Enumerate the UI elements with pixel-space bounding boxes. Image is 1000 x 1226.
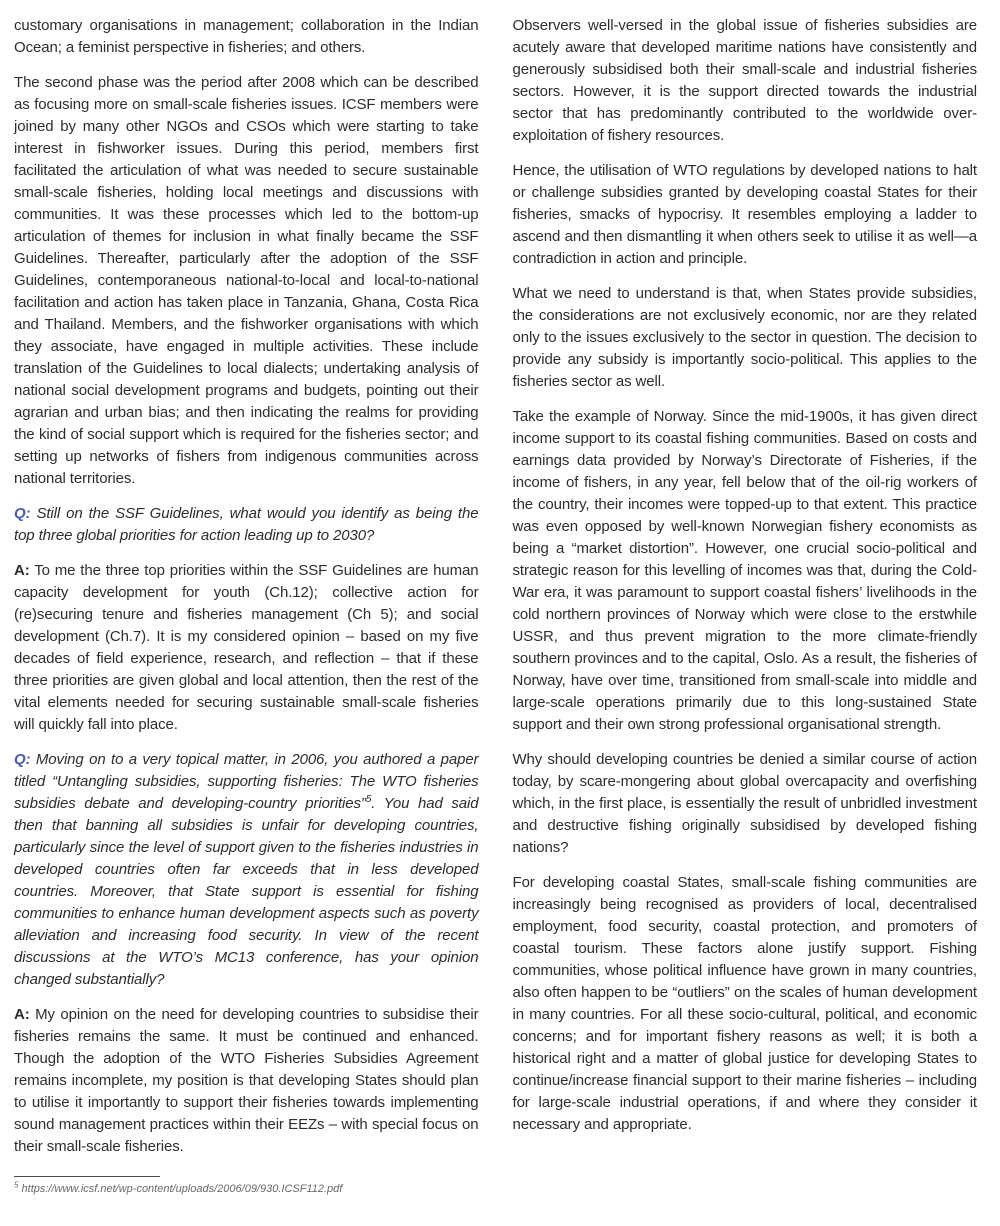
question-label: Q:: [14, 505, 31, 522]
question-label: Q:: [14, 751, 31, 768]
question-ssf-priorities: [14, 503, 479, 547]
body-paragraph-socio-political: What we need to understand is that, when States provide subsidies, the considerations are not exclusively economic, nor are they related only to the issues exclusively to the sector in question. The decision to provide any subsidy is importantly socio-political. This applies to the fisheries sector as well.: [512, 285, 977, 390]
two-column-layout: [14, 15, 977, 1196]
body-paragraph-coastal-states: For developing coastal States, small-scale fishing communities are increasingly being recognised as providers of local, decentralised employment, food security, coastal protection, and promoters of coastal tourism. These factors alone justify support. Fishing communities, whose political influence have grown in many countries, also often happen to be “outliers” on the scales of human development in many countries. For all these socio-cultural, political, and economic concerns; and for important fishery reasons as well; it is both a historical right and a matter of global justice for developing States to continue/increase financial support to their marine fisheries – including for large-scale industrial operations, if and where they consider it necessary and appropriate.: [512, 874, 977, 1133]
question-text-part2: . You had said then that banning all subsidies is unfair for developing countries, particularly since the level of support given to the fisheries industries in developed countries often far exceeds that in less developed countries. Moreover, that State support is essential for fishing communities to enhance human development aspects such as poverty alleviation and increasing food security. In view of the recent discussions at the WTO’s MC13 conference, has your opinion changed substantially?: [14, 795, 479, 988]
body-paragraph-norway-example: Take the example of Norway. Since the mid-1900s, it has given direct income support to its coastal fishing communities. Based on costs and earnings data provided by Norway’s Directorate of Fisheries, if the income of fishers, in any year, fell below that of the oil-rig workers of the country, their incomes were topped-up to that extent. This practice was even opposed by well-known Norwegian fishery economists as being a “market distortion”. However, one crucial socio-political and strategic reason for this levelling of incomes was that, during the Cold-War era, it was paramount to support coastal fishers’ livelihoods in the cold northern provinces of Norway which were close to the erstwhile USSR, and thus prevent migration to the more climate-friendly southern provinces and to the capital, Oslo. As a result, the fisheries of Norway, have over time, transitioned from small-scale into middle and large-scale operations primarily due to this long-sustained State support and their own strong professional organisational strength.: [512, 408, 977, 733]
footnote: [14, 1176, 479, 1196]
body-paragraph-developing-countries: Why should developing countries be denied a similar course of action today, by scare-mongering about global overcapacity and overfishing which, in the first place, is essentially the result of unbridled investment and destructive fishing originally subsidised by developed fishing nations?: [512, 751, 977, 856]
body-paragraph-second-phase: The second phase was the period after 2008 which can be described as focusing more on small-scale fisheries issues. ICSF members were joined by many other NGOs and CSOs which were starting to take interest in fishworker issues. During this period, members first facilitated the articulation of what was needed to secure sustainable small-scale fisheries, holding local meetings and discussions with communities. It was these processes which led to the bottom-up articulation of themes for inclusion in what finally became the SSF Guidelines. Thereafter, particularly after the adoption of the SSF Guidelines, contemporaneous national-to-local and local-to-national facilitation and action has taken place in Tanzania, Ghana, Costa Rica and Thailand. Members, and the fishworker organisations with which they associate, have engaged in multiple activities. These include translation of the Guidelines to local dialects; undertaking analysis of national social development programs and budgets, pointing out their agrarian and urban bias; and then indicating the realms for providing the kind of social support which is required for the fisheries sector; and setting up networks of fishers from indigenous communities across national territories.: [14, 74, 479, 487]
continued-paragraph: customary organisations in management; collaboration in the Indian Ocean; a feminist perspective in fisheries; and others.: [14, 17, 479, 56]
body-paragraph-hypocrisy: Hence, the utilisation of WTO regulations by developed nations to halt or challenge subsidies granted by developing coastal States for their fisheries, smacks of hypocrisy. It resembles employing a ladder to ascend and then dismantling it when others seek to utilise it as well—a contradiction in action and principle.: [512, 162, 977, 267]
answer-text: My opinion on the need for developing countries to subsidise their fisheries remains the same. It must be continued and enhanced. Though the adoption of the WTO Fisheries Subsidies Agreement remains incomplete, my position is that developing States should plan to utilise it importantly to support their fisheries towards implementing sound management practices within their EEZs – with special focus on their small-scale fisheries.: [14, 1006, 479, 1155]
answer-text: To me the three top priorities within the SSF Guidelines are human capacity development for youth (Ch.12); collective action for (re)securing tenure and fisheries management (Ch 5); and social development (Ch.7). It is my considered opinion – based on my five decades of field experience, research, and reflection – that if these three priorities are given global and local attention, then the rest of the vital elements needed for securing sustainable small-scale fisheries will quickly fall into place.: [14, 562, 479, 733]
answer-wto-subsidies: [14, 1004, 479, 1158]
answer-label: A:: [14, 562, 30, 579]
answer-ssf-priorities: [14, 560, 479, 736]
footnote-text: [14, 1182, 479, 1196]
right-column: [513, 15, 978, 1196]
footnote-url: https://www.icsf.net/wp-content/uploads/2006/09/930.ICSF112.pdf: [21, 1183, 343, 1195]
left-column: [14, 15, 479, 1196]
footnote-reference-marker: 5: [365, 794, 372, 805]
question-wto-subsidies: [14, 749, 479, 991]
footnote-divider: [14, 1176, 160, 1177]
answer-label: A:: [14, 1006, 30, 1023]
footnote-marker: 5: [14, 1180, 19, 1190]
body-paragraph-observers: Observers well-versed in the global issue of fisheries subsidies are acutely aware that developed maritime nations have consistently and generously subsidised both their small-scale and industrial fisheries sectors. However, it is the support directed towards the industrial sector that has predominantly contributed to the worldwide over-exploitation of fishery resources.: [512, 17, 977, 144]
question-text: Still on the SSF Guidelines, what would you identify as being the top three global priorities for action leading up to 2030?: [14, 505, 479, 544]
question-text-part1: Moving on to a very topical matter, in 2006, you authored a paper titled “Untangling subsidies, supporting fisheries: The WTO fisheries subsidies debate and developing-country priorities”: [14, 751, 479, 812]
